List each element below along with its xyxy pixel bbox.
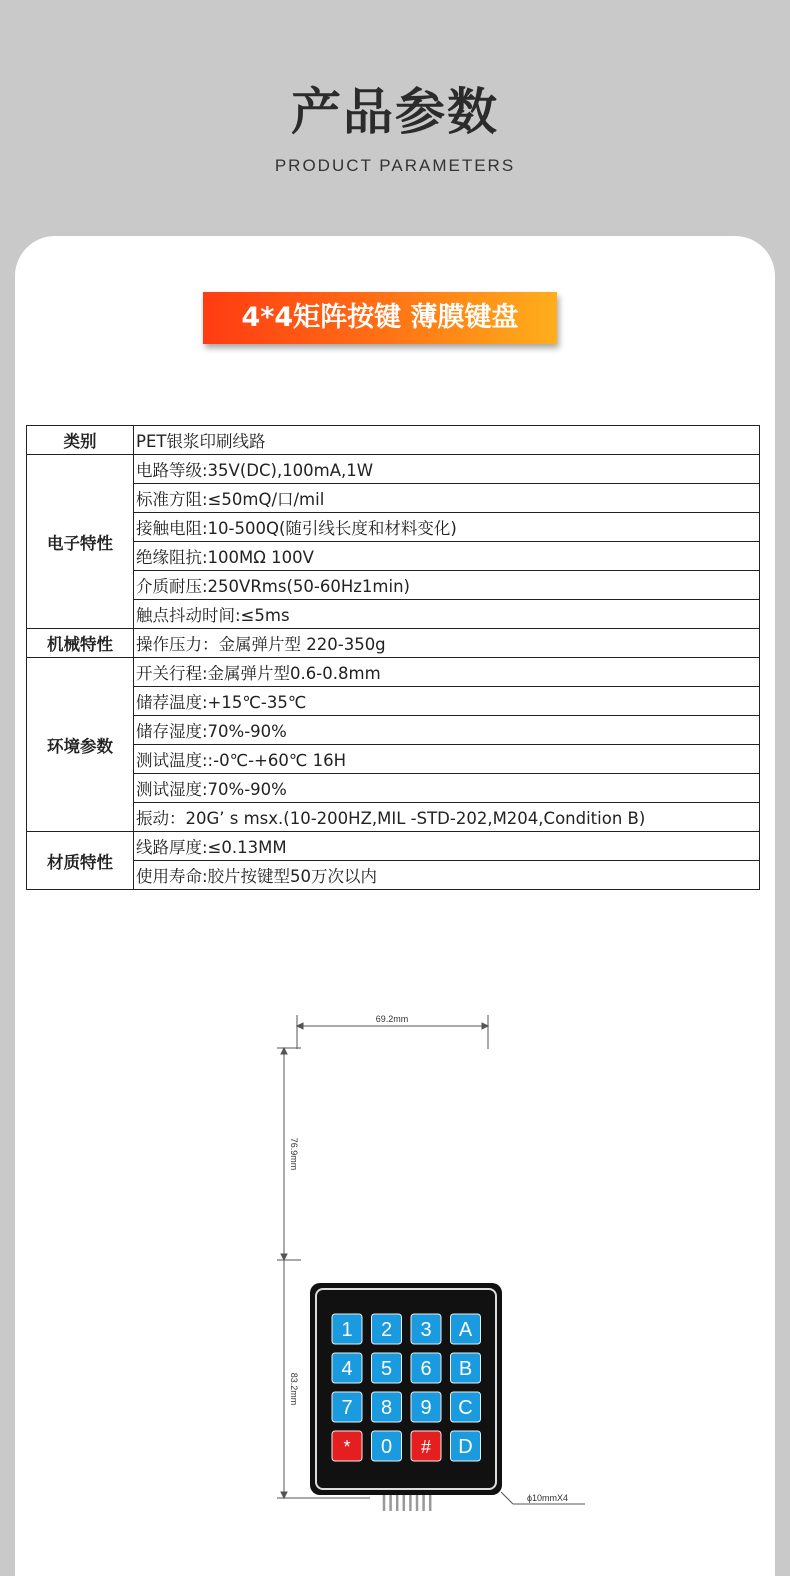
spec-value: 绝缘阻抗:100MΩ 100V [134,542,760,571]
table-row [27,542,760,571]
key-label: B [458,1358,473,1380]
page-title: 产品参数 [291,83,499,141]
table-row [27,513,760,542]
spec-value: 触点抖动时间:≤5ms [134,600,760,629]
key-label: D [458,1436,473,1458]
spec-value: 操作压力：金属弹片型 220-350g [134,629,760,658]
table-row [27,571,760,600]
table-row [27,455,760,484]
ribbon-cable [384,1495,430,1511]
key-label: 5 [380,1358,393,1380]
spec-value: 储存湿度:70%-90% [134,716,760,745]
table-row [27,426,760,455]
product-banner: 4*4矩阵按键 薄膜键盘 [203,292,557,344]
spec-value: 振动：20G’ s msx.(10-200HZ,MIL -STD-202,M204,Condition B) [134,803,760,832]
key-label: 6 [420,1358,432,1380]
key-label: 0 [380,1436,393,1458]
spec-category: 材质特性 [27,832,134,890]
spec-value: 标准方阻:≤50mQ/口/mil [134,484,760,513]
spec-value: 使用寿命:胶片按键型50万次以内 [134,861,760,890]
table-row [27,484,760,513]
keypad-drawing [265,1011,605,1511]
table-row [27,687,760,716]
spec-value: 测试湿度:70%-90% [134,774,760,803]
table-row [27,861,760,890]
spec-value: 储荐温度:+15℃-35℃ [134,687,760,716]
spec-value: 线路厚度:≤0.13MM [134,832,760,861]
key-label: A [458,1319,473,1341]
spec-category: 环境参数 [27,658,134,832]
cable-length-label: 83.2mm [289,1372,299,1406]
key-label: 3 [420,1319,432,1341]
key-label: C [458,1397,473,1419]
spec-value: 接触电阻:10-500Q(随引线长度和材料变化) [134,513,760,542]
spec-value: PET银浆印刷线路 [134,426,760,455]
spec-category: 机械特性 [27,629,134,658]
width-label: 69.2mm [375,1014,409,1024]
spec-value: 开关行程:金属弹片型0.6-0.8mm [134,658,760,687]
key-label: 7 [341,1397,353,1419]
table-row [27,658,760,687]
key-label: 2 [380,1319,393,1341]
height-label: 76.9mm [289,1137,299,1171]
content-card [15,236,775,1576]
key-label: 4 [341,1358,353,1380]
keypad-diagram [265,1011,605,1515]
key-label: 8 [380,1397,393,1419]
key-label: * [343,1437,351,1457]
table-row [27,745,760,774]
spec-table [26,425,760,890]
key-label: 9 [420,1397,432,1419]
table-row [27,716,760,745]
spec-value: 测试温度::-0℃-+60℃ 16H [134,745,760,774]
spec-category: 电子特性 [27,455,134,629]
key-label: 1 [341,1319,353,1341]
table-row [27,803,760,832]
table-row [27,774,760,803]
table-row [27,600,760,629]
key-label: # [420,1437,432,1457]
spec-category: 类别 [27,426,134,455]
table-row [27,832,760,861]
table-row [27,629,760,658]
spec-value: 电路等级:35V(DC),100mA,1W [134,455,760,484]
hole-label: ϕ10mmX4 [527,1493,569,1503]
spec-value: 介质耐压:250VRms(50-60Hz1min) [134,571,760,600]
page-subtitle: PRODUCT PARAMETERS [274,156,516,175]
